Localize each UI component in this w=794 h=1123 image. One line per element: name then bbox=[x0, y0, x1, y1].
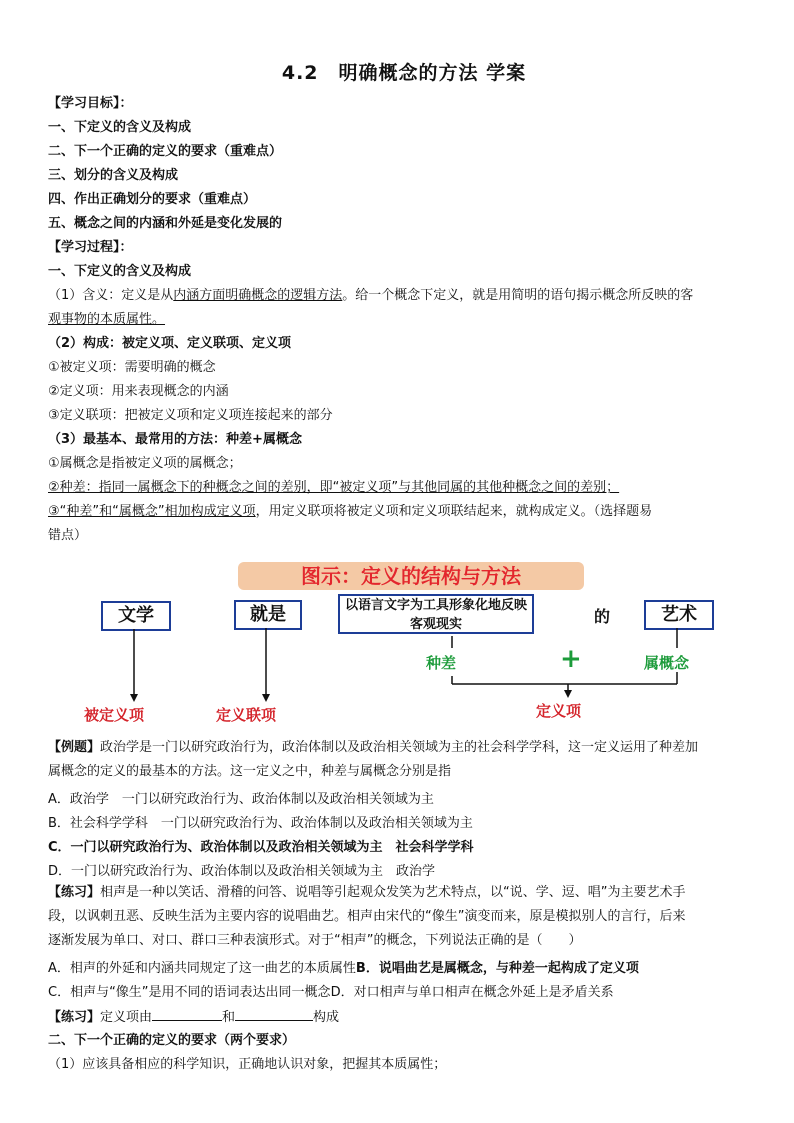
method-line: （3）最基本、最常用的方法：种差+属概念 bbox=[48, 432, 302, 447]
underlined-text: 观事物的本质属性。 bbox=[48, 312, 166, 327]
requirement-item: （1）应该具备相应的科学知识，正确地认识对象，把握其本质属性； bbox=[48, 1057, 447, 1072]
connector-de: 的 bbox=[594, 607, 611, 626]
box-is: 就是 bbox=[234, 600, 302, 630]
option-line bbox=[48, 960, 639, 978]
species-difference-label: 种差 bbox=[426, 654, 457, 672]
list-item bbox=[48, 500, 760, 548]
option-b: B．社会科学学科 一门以研究政治行为、政治体制以及政治相关领域为主 bbox=[48, 816, 473, 831]
diagram-title: 图示：定义的结构与方法 bbox=[238, 562, 584, 590]
section-heading: 二、下一个正确的定义的要求（两个要求） bbox=[48, 1033, 296, 1048]
underlined-text: 内涵方面明确概念的逻辑方法 bbox=[173, 288, 343, 303]
example-label: 【例题】 bbox=[48, 740, 101, 755]
option-d: D．一门以研究政治行为、政治体制以及政治相关领域为主 政治学 bbox=[48, 864, 436, 879]
text-run: （1）含义：定义是从 bbox=[48, 288, 174, 303]
definition-paragraph bbox=[48, 284, 760, 332]
page-title: 4.2 明确概念的方法 学案 bbox=[281, 62, 527, 84]
objective-item: 三、划分的含义及构成 bbox=[48, 168, 179, 183]
text-run: 。给一个概念下定义，就是用简明的语句揭示概念所反映的客 bbox=[342, 288, 694, 303]
example-question bbox=[48, 736, 760, 784]
practice-question bbox=[48, 881, 760, 953]
box-definiens-text: 以语言文字为工具形象化地反映客观现实 bbox=[338, 594, 534, 634]
objective-item: 一、下定义的含义及构成 bbox=[48, 120, 192, 135]
copula-label: 定义联项 bbox=[216, 706, 277, 724]
list-item: ②种差：指同一属概念下的种概念之间的差别，即“被定义项”与其他同属的其他种概念之间的差别； bbox=[48, 480, 620, 495]
definiendum-label: 被定义项 bbox=[84, 706, 145, 724]
text-run: 定义项由 bbox=[100, 1010, 153, 1025]
text-run: 错点） bbox=[48, 528, 88, 543]
practice-label: 【练习】 bbox=[48, 885, 101, 900]
list-item: ②定义项：用来表现概念的内涵 bbox=[48, 384, 229, 399]
diagram-arrows bbox=[48, 556, 760, 726]
option-c: C．相声与“像生”是用不同的语词表达出同一概念 bbox=[48, 985, 331, 1000]
option-c: C．一门以研究政治行为、政治体制以及政治相关领域为主 社会科学学科 bbox=[48, 840, 474, 855]
objective-item: 二、下一个正确的定义的要求（重难点） bbox=[48, 144, 283, 159]
text-run: ，用定义联项将被定义项和定义项联结起来，就构成定义。（选择题易 bbox=[255, 504, 653, 519]
plus-sign: + bbox=[560, 644, 582, 674]
option-a: A．政治学 一门以研究政治行为、政治体制以及政治相关领域为主 bbox=[48, 792, 434, 807]
objective-item: 五、概念之间的内涵和外延是变化发展的 bbox=[48, 216, 283, 231]
text-run: 属概念的定义的最基本的方法。这一定义之中，种差与属概念分别是指 bbox=[48, 764, 452, 779]
underlined-text: ③“种差”和“属概念”相加构成定义项 bbox=[48, 504, 256, 519]
text-run: 段，以讽刺丑恶、反映生活为主要内容的说唱曲艺。相声由宋代的“像生”演变而来，原是模拟别人的言行，后来 bbox=[48, 909, 686, 924]
objectives-header: 【学习目标】： bbox=[48, 96, 133, 111]
option-a: A．相声的外延和内涵共同规定了这一曲艺的本质属性 bbox=[48, 961, 356, 976]
text-run: 逐渐发展为单口、对口、群口三种表演形式。对于“相声”的概念，下列说法正确的是（ ） bbox=[48, 933, 582, 948]
list-item: ①被定义项：需要明确的概念 bbox=[48, 360, 216, 375]
option-b: B．说唱曲艺是属概念，与种差一起构成了定义项 bbox=[355, 961, 639, 976]
definiens-label: 定义项 bbox=[536, 702, 582, 720]
text-run: 相声是一种以笑话、滑稽的问答、说唱等引起观众发笑为艺术特点，以“说、学、逗、唱”为主要艺术手 bbox=[100, 885, 686, 900]
box-literature: 文学 bbox=[101, 601, 171, 631]
text-run: 构成 bbox=[313, 1010, 340, 1025]
practice-label: 【练习】 bbox=[48, 1010, 101, 1025]
box-art: 艺术 bbox=[644, 600, 714, 630]
section-heading: 一、下定义的含义及构成 bbox=[48, 264, 192, 279]
list-item: ①属概念是指被定义项的属概念； bbox=[48, 456, 242, 471]
list-item: ③定义联项：把被定义项和定义项连接起来的部分 bbox=[48, 408, 333, 423]
text-run: 政治学是一门以研究政治行为，政治体制以及政治相关领域为主的社会科学学科，这一定义运用了种差加 bbox=[100, 740, 699, 755]
text-run: 和 bbox=[222, 1010, 236, 1025]
composition-line: （2）构成：被定义项、定义联项、定义项 bbox=[48, 336, 292, 351]
process-header: 【学习过程】： bbox=[48, 240, 133, 255]
objective-item: 四、作出正确划分的要求（重难点） bbox=[48, 192, 257, 207]
option-line bbox=[48, 984, 614, 1002]
genus-label: 属概念 bbox=[644, 654, 690, 672]
fill-in-practice bbox=[48, 1008, 339, 1027]
definition-diagram bbox=[48, 556, 760, 726]
option-d: D．对口相声与单口相声在概念外延上是矛盾关系 bbox=[330, 985, 614, 1000]
blank-2[interactable] bbox=[235, 1008, 313, 1021]
blank-1[interactable] bbox=[152, 1008, 222, 1021]
